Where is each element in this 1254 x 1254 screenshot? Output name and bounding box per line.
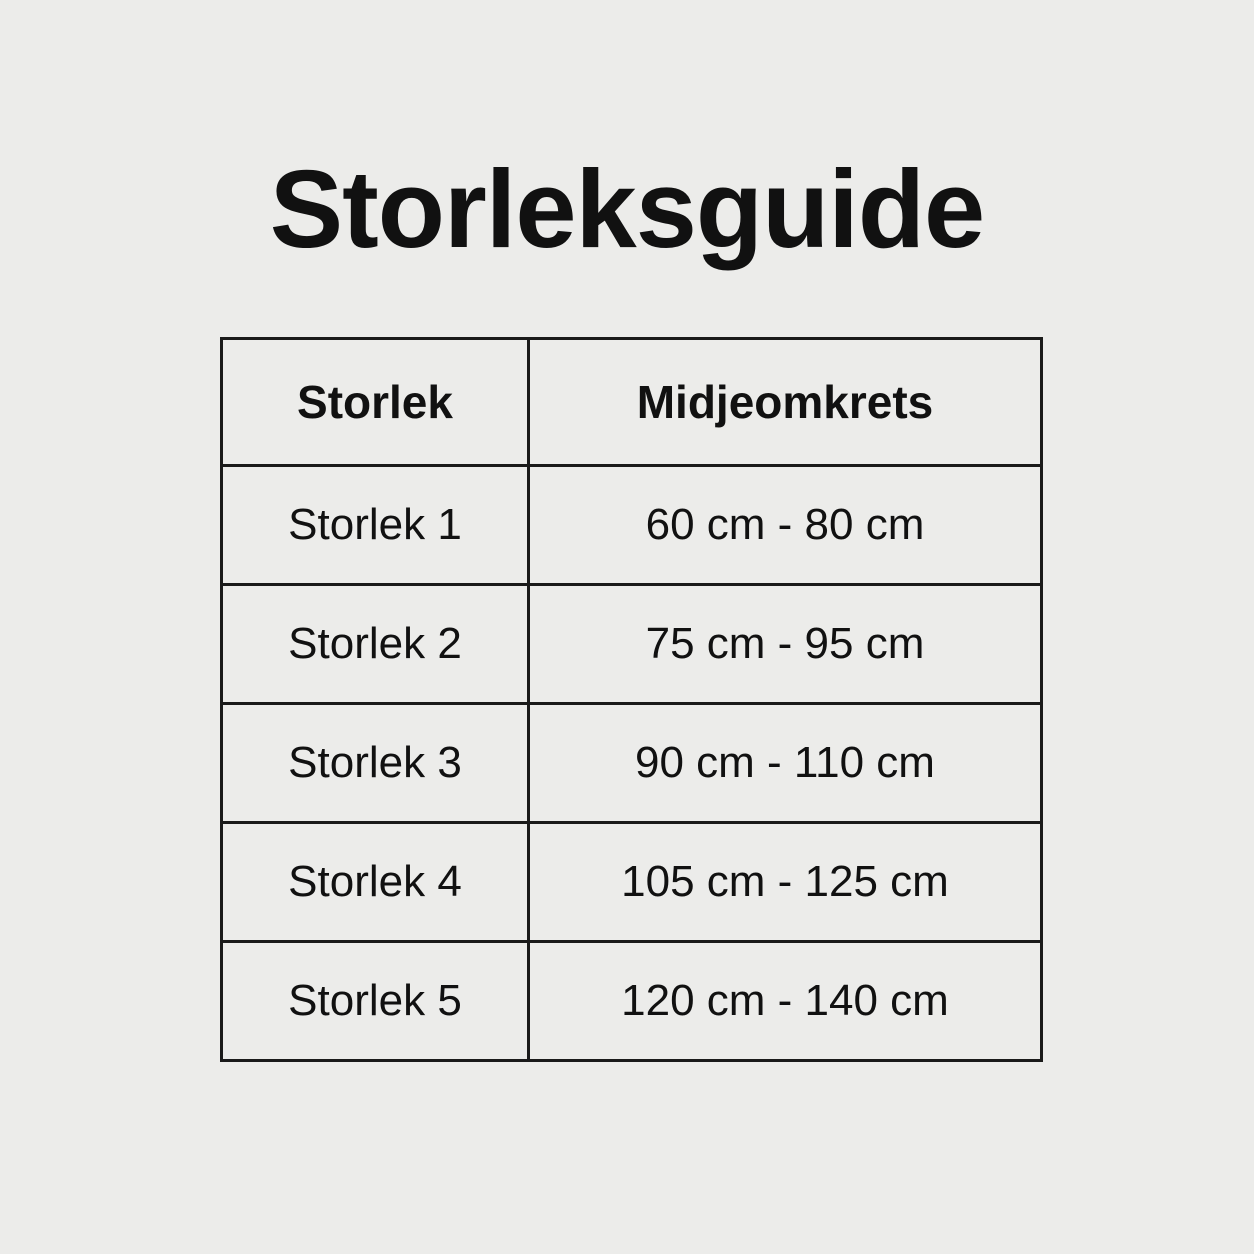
table-row bbox=[222, 466, 1042, 585]
table-body bbox=[222, 466, 1042, 1061]
table-row bbox=[222, 942, 1042, 1061]
header-row bbox=[222, 339, 1042, 466]
size-cell: Storlek 5 bbox=[222, 942, 529, 1061]
waist-cell: 60 cm - 80 cm bbox=[529, 466, 1042, 585]
page-title: Storleksguide bbox=[269, 148, 985, 271]
table-row bbox=[222, 704, 1042, 823]
size-cell: Storlek 1 bbox=[222, 466, 529, 585]
table-header bbox=[222, 339, 1042, 466]
size-cell: Storlek 2 bbox=[222, 585, 529, 704]
waist-cell: 105 cm - 125 cm bbox=[529, 823, 1042, 942]
table-row bbox=[222, 823, 1042, 942]
waist-cell: 75 cm - 95 cm bbox=[529, 585, 1042, 704]
size-guide-table bbox=[220, 337, 1043, 1062]
size-cell: Storlek 4 bbox=[222, 823, 529, 942]
waist-cell: 90 cm - 110 cm bbox=[529, 704, 1042, 823]
table-row bbox=[222, 585, 1042, 704]
waist-cell: 120 cm - 140 cm bbox=[529, 942, 1042, 1061]
header-size: Storlek bbox=[222, 339, 529, 466]
header-waist: Midjeomkrets bbox=[529, 339, 1042, 466]
size-cell: Storlek 3 bbox=[222, 704, 529, 823]
